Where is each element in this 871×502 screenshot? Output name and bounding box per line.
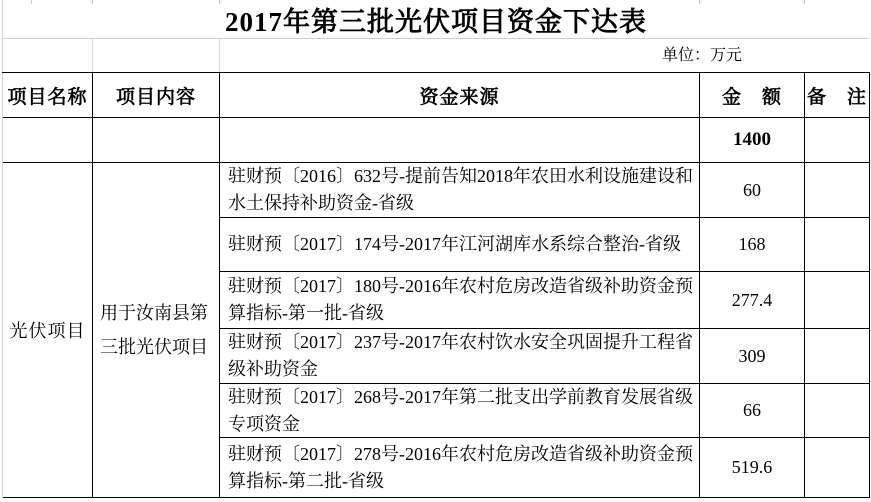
remark-cell <box>805 118 870 163</box>
fund-source-text: 驻财预〔2017〕268号-2017年第二批支出学前教育发展省级专项资金 <box>228 386 693 434</box>
remark-cell <box>805 384 870 438</box>
unit-label: 单位：万元 <box>662 47 743 64</box>
remark-cell <box>805 329 870 384</box>
fund-source-cell <box>220 384 700 438</box>
header-amount: 金 额 <box>700 73 805 118</box>
amount-cell: 277.4 <box>700 272 805 329</box>
fund-source-cell <box>220 163 700 218</box>
project-content-cell <box>93 163 220 498</box>
fund-source-text: 驻财预〔2017〕174号-2017年江河湖库水系综合整治-省级 <box>228 234 681 254</box>
header-project-name: 项目名称 <box>3 73 93 118</box>
empty-cell <box>93 118 220 163</box>
amount-cell: 168 <box>700 218 805 272</box>
fund-source-cell <box>220 272 700 329</box>
project-name-cell: 光伏项目 <box>3 163 93 498</box>
empty-cell <box>3 118 93 163</box>
remark-cell <box>805 272 870 329</box>
gridline-separator <box>92 39 93 72</box>
header-fund-source: 资金来源 <box>220 73 700 118</box>
header-remark: 备 注 <box>805 73 870 118</box>
fund-table <box>3 73 870 498</box>
remark-cell <box>805 218 870 272</box>
fund-source-text: 驻财预〔2017〕180号-2016年农村危房改造省级补助资金预算指标-第一批-省级 <box>228 276 693 323</box>
remark-cell <box>805 163 870 218</box>
fund-source-text: 驻财预〔2017〕278号-2016年农村危房改造省级补助资金预算指标-第二批-省级 <box>228 443 693 491</box>
unit-row <box>3 39 869 72</box>
header-project-content: 项目内容 <box>93 73 220 118</box>
fund-source-cell <box>220 218 700 272</box>
amount-cell: 309 <box>700 329 805 384</box>
fund-source-cell <box>220 438 700 498</box>
page-title: 2017年第三批光伏项目资金下达表 <box>3 0 869 39</box>
amount-cell: 519.6 <box>700 438 805 498</box>
fund-source-cell <box>220 329 700 384</box>
remark-cell <box>805 438 870 498</box>
amount-cell: 60 <box>700 163 805 218</box>
fund-source-text: 驻财预〔2017〕237号-2017年农村饮水安全巩固提升工程省级补助资金 <box>228 332 693 379</box>
empty-cell <box>220 118 700 163</box>
fund-source-text: 驻财预〔2016〕632号-提前告知2018年农田水利设施建设和水土保持补助资金-省级 <box>228 166 693 213</box>
gridline-separator <box>219 39 220 72</box>
amount-cell: 66 <box>700 384 805 438</box>
total-amount: 1400 <box>700 118 805 163</box>
project-content-text: 用于汝南县第三批光伏项目 <box>100 303 208 357</box>
